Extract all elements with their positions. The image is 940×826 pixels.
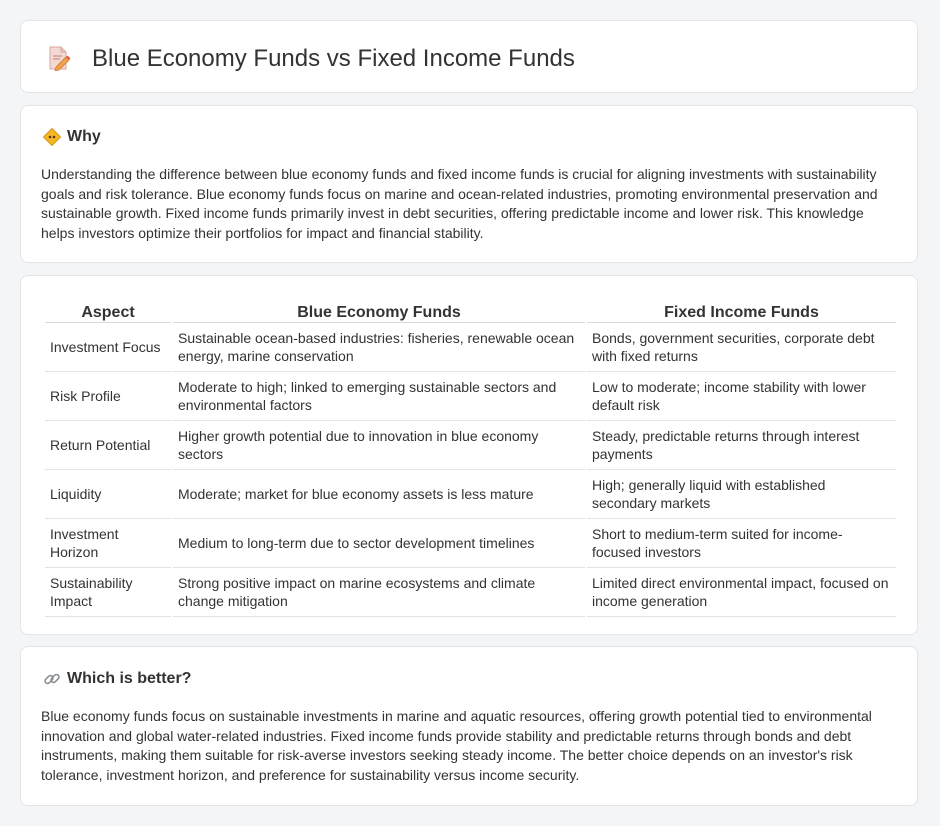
blue-economy-cell: Higher growth potential due to innovation in blue economy sectors <box>173 421 585 470</box>
fixed-income-cell: High; generally liquid with established secondary markets <box>587 470 896 519</box>
table-row <box>45 470 896 519</box>
which-is-better-title: Which is better? <box>67 670 192 687</box>
which-is-better-section <box>20 646 918 806</box>
comparison-table <box>43 296 898 617</box>
blue-economy-cell: Medium to long-term due to sector development timelines <box>173 519 585 568</box>
header-fixed-income: Fixed Income Funds <box>587 296 896 323</box>
aspect-cell: Liquidity <box>45 470 171 519</box>
fixed-income-cell: Bonds, government securities, corporate debt with fixed returns <box>587 323 896 372</box>
fixed-income-cell: Steady, predictable returns through interest payments <box>587 421 896 470</box>
title-card <box>20 20 918 93</box>
table-row <box>45 323 896 372</box>
link-icon <box>43 670 61 688</box>
page-title: Blue Economy Funds vs Fixed Income Funds <box>92 45 575 72</box>
aspect-cell: Return Potential <box>45 421 171 470</box>
aspect-cell: Investment Horizon <box>45 519 171 568</box>
document-pencil-icon <box>47 45 71 71</box>
header-aspect: Aspect <box>45 296 171 323</box>
table-header-row <box>45 296 896 323</box>
aspect-cell: Investment Focus <box>45 323 171 372</box>
fixed-income-cell: Short to medium-term suited for income-focused investors <box>587 519 896 568</box>
fixed-income-cell: Limited direct environmental impact, focused on income generation <box>587 568 896 617</box>
fixed-income-cell: Low to moderate; income stability with lower default risk <box>587 372 896 421</box>
blue-economy-cell: Moderate; market for blue economy assets is less mature <box>173 470 585 519</box>
why-text: Understanding the difference between blue economy funds and fixed income funds is crucial for aligning investments with sustainability goals and risk tolerance. Blue economy funds focus on marine and ocean-related industries, promoting environmental preservation and sustainable growth. Fixed income funds primarily invest in debt securities, offering predictable income and lower risk. This knowledge helps investors optimize their portfolios for impact and financial stability. <box>41 166 878 241</box>
blue-economy-cell: Sustainable ocean-based industries: fisheries, renewable ocean energy, marine conservation <box>173 323 585 372</box>
aspect-cell: Risk Profile <box>45 372 171 421</box>
blue-economy-cell: Strong positive impact on marine ecosystems and climate change mitigation <box>173 568 585 617</box>
diamond-sign-icon <box>43 128 61 146</box>
table-row <box>45 421 896 470</box>
header-blue-economy: Blue Economy Funds <box>173 296 585 323</box>
why-title: Why <box>67 128 101 145</box>
blue-economy-cell: Moderate to high; linked to emerging sustainable sectors and environmental factors <box>173 372 585 421</box>
table-row <box>45 372 896 421</box>
table-row <box>45 519 896 568</box>
why-section <box>20 105 918 263</box>
comparison-card <box>20 275 918 635</box>
table-row <box>45 568 896 617</box>
which-is-better-text: Blue economy funds focus on sustainable investments in marine and aquatic resources, offering growth potential tied to environmental innovation and global water-related industries. Fixed income funds provide stability and predictable returns through bonds and debt instruments, making them suitable for risk-averse investors seeking steady income. The better choice depends on an investor's risk tolerance, investment horizon, and preference for sustainability versus income security. <box>41 708 872 783</box>
aspect-cell: Sustainability Impact <box>45 568 171 617</box>
